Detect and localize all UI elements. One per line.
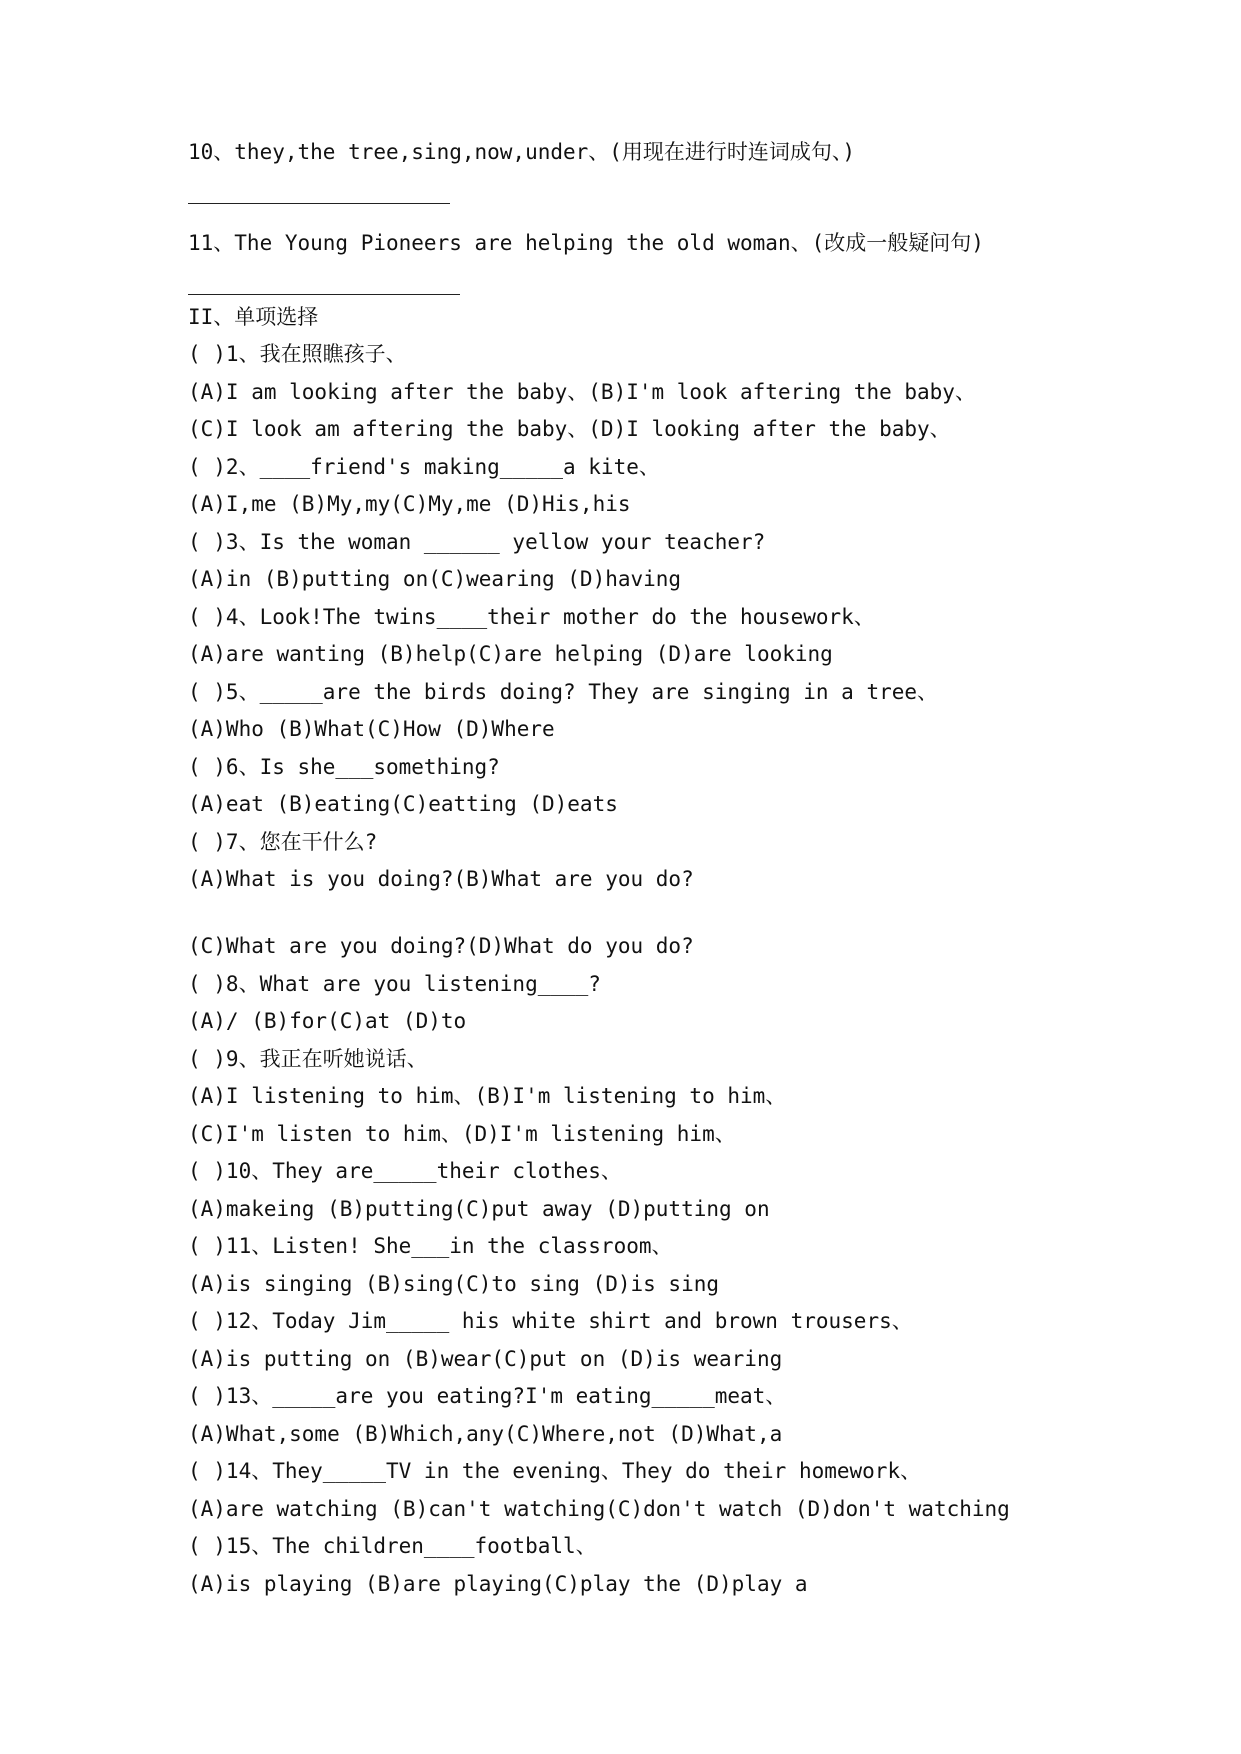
q5-stem: ( )5、_____are the birds doing? They are singing in a tree、	[188, 680, 939, 704]
q12-stem: ( )12、Today Jim_____ his white shirt and brown trousers、	[188, 1309, 913, 1333]
q11-stem: ( )11、Listen! She___in the classroom、	[188, 1234, 673, 1258]
q3-stem: ( )3、Is the woman ______ yellow your teacher?	[188, 530, 766, 554]
answer-line-10[interactable]	[188, 203, 450, 204]
q6-options: (A)eat (B)eating(C)eatting (D)eats	[188, 792, 618, 816]
q10-options: (A)makeing (B)putting(C)put away (D)putting on	[188, 1197, 770, 1221]
q9-options-cd: (C)I'm listen to him、(D)I'm listening him、	[188, 1122, 736, 1146]
q14-stem: ( )14、They_____TV in the evening、They do their homework、	[188, 1459, 922, 1483]
q6-stem: ( )6、Is she___something?	[188, 755, 500, 779]
q8-stem: ( )8、What are you listening____?	[188, 972, 601, 996]
q4-options: (A)are wanting (B)help(C)are helping (D)are looking	[188, 642, 833, 666]
q7-stem: ( )7、您在干什么?	[188, 830, 378, 854]
q1-options-cd: (C)I look am aftering the baby、(D)I looking after the baby、	[188, 417, 951, 441]
q4-stem: ( )4、Look!The twins____their mother do the housework、	[188, 605, 875, 629]
q12-options: (A)is putting on (B)wear(C)put on (D)is wearing	[188, 1347, 783, 1371]
q7-options-ab: (A)What is you doing?(B)What are you do?	[188, 867, 694, 891]
q8-options: (A)/ (B)for(C)at (D)to	[188, 1009, 467, 1033]
q1-stem: ( )1、我在照瞧孩子、	[188, 342, 407, 366]
q14-options: (A)are watching (B)can't watching(C)don't watch (D)don't watching	[188, 1497, 1010, 1521]
question-10-reorder: 10、they,the tree,sing,now,under、(用现在进行时连词成句、)	[188, 140, 856, 164]
q9-options-ab: (A)I listening to him、(B)I'm listening to him、	[188, 1084, 787, 1108]
q10-stem: ( )10、They are_____their clothes、	[188, 1159, 622, 1183]
question-11-transform: 11、The Young Pioneers are helping the old woman、(改成一般疑问句)	[188, 231, 984, 255]
q13-options: (A)What,some (B)Which,any(C)Where,not (D)What,a	[188, 1422, 783, 1446]
q13-stem: ( )13、_____are you eating?I'm eating_____meat、	[188, 1384, 787, 1408]
q9-stem: ( )9、我正在听她说话、	[188, 1047, 428, 1071]
q5-options: (A)Who (B)What(C)How (D)Where	[188, 717, 555, 741]
q15-options: (A)is playing (B)are playing(C)play the (D)play a	[188, 1572, 808, 1596]
q7-options-cd: (C)What are you doing?(D)What do you do?	[188, 934, 694, 958]
q11-options: (A)is singing (B)sing(C)to sing (D)is sing	[188, 1272, 720, 1296]
answer-line-11[interactable]	[188, 294, 460, 295]
section-heading: II、单项选择	[188, 305, 319, 329]
q3-options: (A)in (B)putting on(C)wearing (D)having	[188, 567, 682, 591]
q2-options: (A)I,me (B)My,my(C)My,me (D)His,his	[188, 492, 631, 516]
q1-options-ab: (A)I am looking after the baby、(B)I'm look aftering the baby、	[188, 380, 976, 404]
q2-stem: ( )2、____friend's making_____a kite、	[188, 455, 660, 479]
q15-stem: ( )15、The children____football、	[188, 1534, 597, 1558]
